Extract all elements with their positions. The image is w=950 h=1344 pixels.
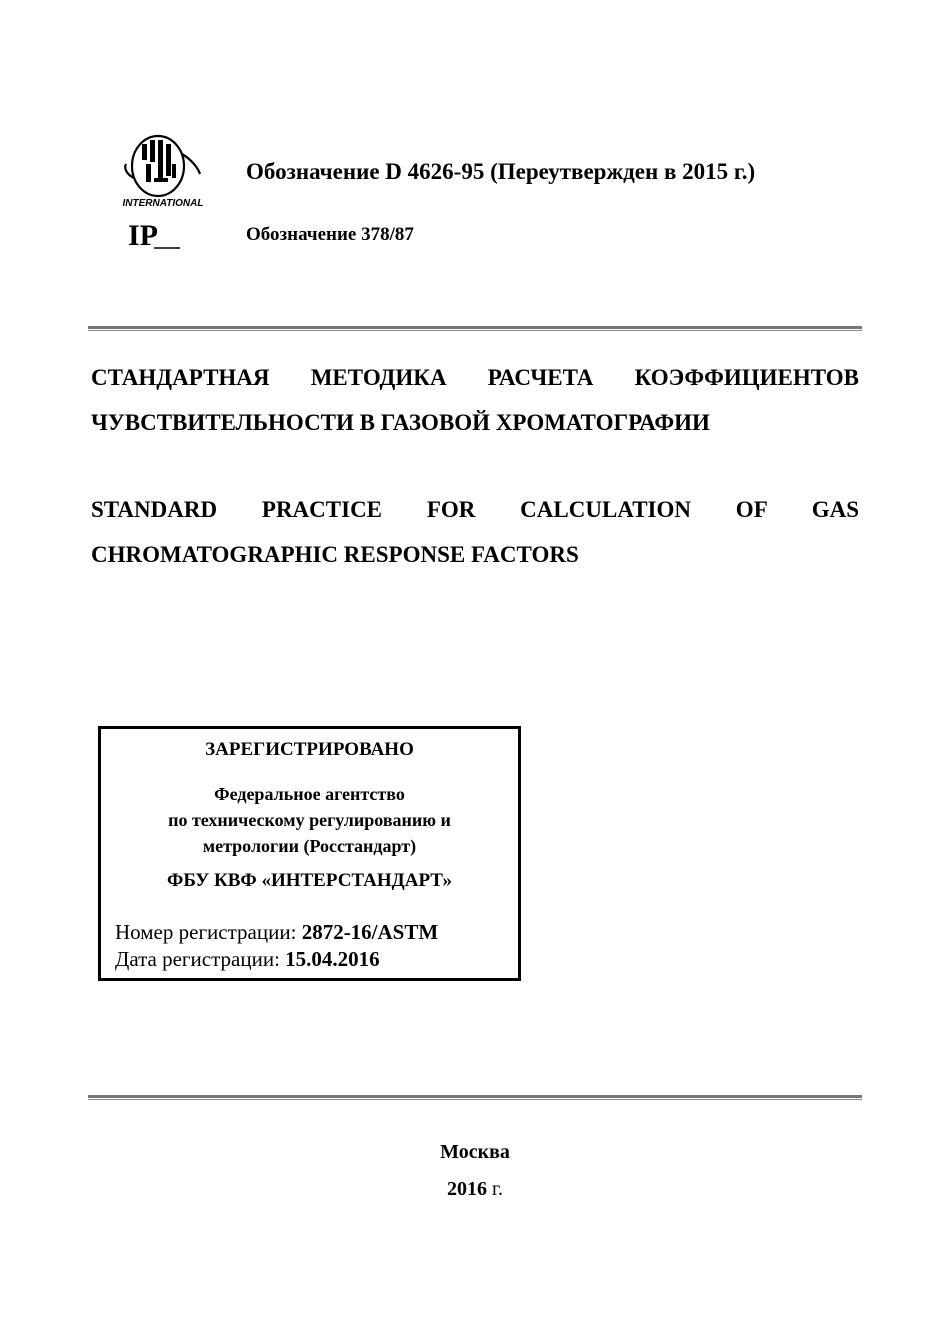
svg-text:IP: IP: [128, 219, 158, 251]
title-english: [91, 487, 859, 577]
registration-date: [115, 946, 438, 973]
registration-date-label: Дата регистрации:: [115, 947, 286, 971]
designation-ip: Обозначение 378/87: [246, 224, 414, 245]
svg-text:INTERNATIONAL: INTERNATIONAL: [122, 198, 204, 209]
registration-number-value: 2872-16/ASTM: [301, 920, 439, 944]
registration-number: [115, 919, 438, 946]
registration-number-label: Номер регистрации:: [115, 920, 302, 944]
publication-city: Москва: [440, 1141, 510, 1163]
registration-info: [115, 919, 438, 973]
title-en-line-2: CHROMATOGRAPHIC RESPONSE FACTORS: [91, 542, 579, 567]
title-russian: [91, 355, 859, 445]
registration-org: ФБУ КВФ «ИНТЕРСТАНДАРТ»: [167, 870, 452, 891]
title-ru-line-1: СТАНДАРТНАЯ МЕТОДИКА РАСЧЕТА КОЭФФИЦИЕНТОВ: [91, 365, 859, 390]
registration-date-value: 15.04.2016: [285, 947, 380, 971]
agency-line-1: Федеральное агентство: [214, 784, 405, 804]
ip-logo: [126, 219, 182, 251]
year-value: 2016: [447, 1178, 488, 1200]
divider-bottom: [88, 1095, 862, 1100]
year-suffix: г.: [487, 1178, 503, 1200]
agency-line-3: метрологии (Росстандарт): [202, 836, 417, 856]
registration-stamp: [98, 726, 521, 981]
registration-agency: [101, 781, 518, 859]
astm-logo: [120, 134, 206, 210]
title-en-line-1: STANDARD PRACTICE FOR CALCULATION OF GAS: [91, 497, 859, 522]
registration-heading: ЗАРЕГИСТРИРОВАНО: [205, 739, 414, 760]
publication-year: [0, 1178, 950, 1201]
title-ru-line-2: ЧУВСТВИТЕЛЬНОСТИ В ГАЗОВОЙ ХРОМАТОГРАФИИ: [91, 410, 710, 435]
divider-top: [88, 326, 862, 331]
agency-line-2: по техническому регулированию и: [168, 810, 451, 830]
designation-main: Обозначение D 4626-95 (Переутвержден в 2015 г.): [246, 159, 756, 184]
